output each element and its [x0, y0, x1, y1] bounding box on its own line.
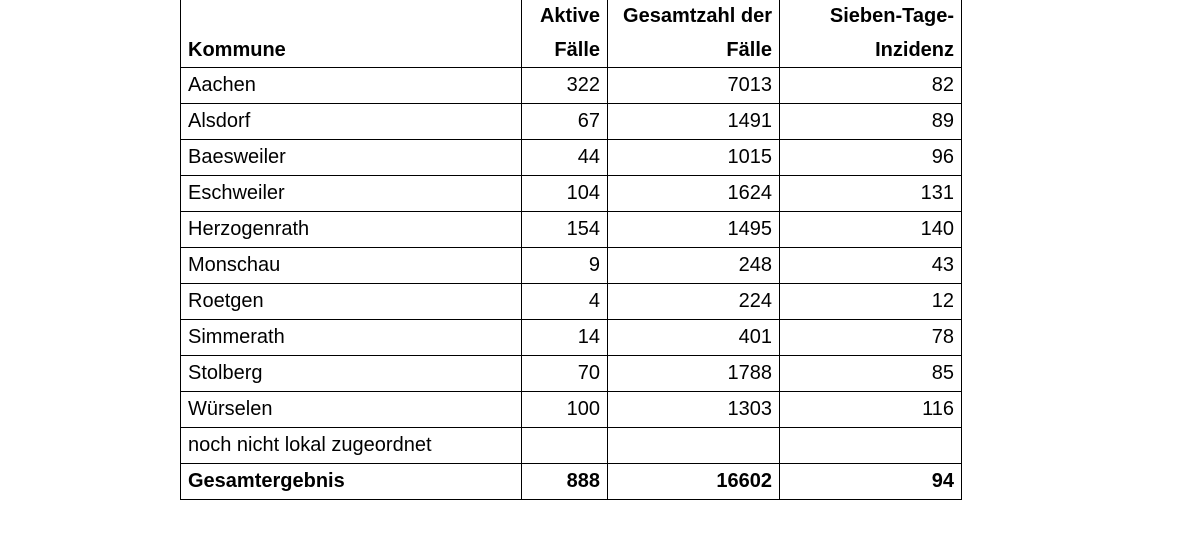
cell-gesamt: 1624	[608, 176, 780, 212]
cell-kommune: noch nicht lokal zugeordnet	[181, 428, 522, 464]
cell-kommune: Stolberg	[181, 356, 522, 392]
cell-inzidenz: 89	[780, 104, 962, 140]
cell-aktive: 100	[522, 392, 608, 428]
cell-kommune: Herzogenrath	[181, 212, 522, 248]
table-row	[181, 248, 962, 284]
cell-gesamt: 1303	[608, 392, 780, 428]
cell-aktive: 9	[522, 248, 608, 284]
cell-inzidenz	[780, 428, 962, 464]
cell-gesamt: 1491	[608, 104, 780, 140]
header-row	[181, 0, 962, 68]
table-row	[181, 104, 962, 140]
covid-cases-table	[180, 0, 962, 500]
cell-gesamt	[608, 428, 780, 464]
total-gesamt: 16602	[608, 464, 780, 500]
cell-kommune: Eschweiler	[181, 176, 522, 212]
cell-kommune: Alsdorf	[181, 104, 522, 140]
table-row	[181, 356, 962, 392]
cell-aktive: 154	[522, 212, 608, 248]
header-sieben-tage-inzidenz: Sieben-Tage- Inzidenz	[780, 0, 962, 68]
cell-aktive: 70	[522, 356, 608, 392]
table-row	[181, 212, 962, 248]
header-kommune: Kommune	[181, 0, 522, 68]
cell-kommune: Monschau	[181, 248, 522, 284]
total-row	[181, 464, 962, 500]
cell-gesamt: 1015	[608, 140, 780, 176]
table-row	[181, 428, 962, 464]
cell-gesamt: 224	[608, 284, 780, 320]
header-aktive-faelle: Aktive Fälle	[522, 0, 608, 68]
cell-kommune: Würselen	[181, 392, 522, 428]
cell-inzidenz: 78	[780, 320, 962, 356]
cell-inzidenz: 140	[780, 212, 962, 248]
cell-aktive: 14	[522, 320, 608, 356]
cell-aktive: 322	[522, 68, 608, 104]
cell-aktive: 67	[522, 104, 608, 140]
cell-gesamt: 7013	[608, 68, 780, 104]
total-inzidenz: 94	[780, 464, 962, 500]
header-gesamtzahl-faelle: Gesamtzahl der Fälle	[608, 0, 780, 68]
table-row	[181, 176, 962, 212]
table-row	[181, 320, 962, 356]
total-label: Gesamtergebnis	[181, 464, 522, 500]
table-row	[181, 392, 962, 428]
cell-gesamt: 1788	[608, 356, 780, 392]
cell-inzidenz: 116	[780, 392, 962, 428]
cell-gesamt: 248	[608, 248, 780, 284]
table-row	[181, 284, 962, 320]
cell-aktive	[522, 428, 608, 464]
cell-kommune: Baesweiler	[181, 140, 522, 176]
cell-inzidenz: 43	[780, 248, 962, 284]
cell-aktive: 44	[522, 140, 608, 176]
cell-inzidenz: 85	[780, 356, 962, 392]
cell-inzidenz: 12	[780, 284, 962, 320]
cell-kommune: Aachen	[181, 68, 522, 104]
cell-kommune: Roetgen	[181, 284, 522, 320]
total-aktive: 888	[522, 464, 608, 500]
cell-inzidenz: 82	[780, 68, 962, 104]
cell-aktive: 104	[522, 176, 608, 212]
cell-gesamt: 401	[608, 320, 780, 356]
cell-kommune: Simmerath	[181, 320, 522, 356]
table-row	[181, 140, 962, 176]
table-row	[181, 68, 962, 104]
cell-inzidenz: 96	[780, 140, 962, 176]
cell-inzidenz: 131	[780, 176, 962, 212]
cell-gesamt: 1495	[608, 212, 780, 248]
cell-aktive: 4	[522, 284, 608, 320]
